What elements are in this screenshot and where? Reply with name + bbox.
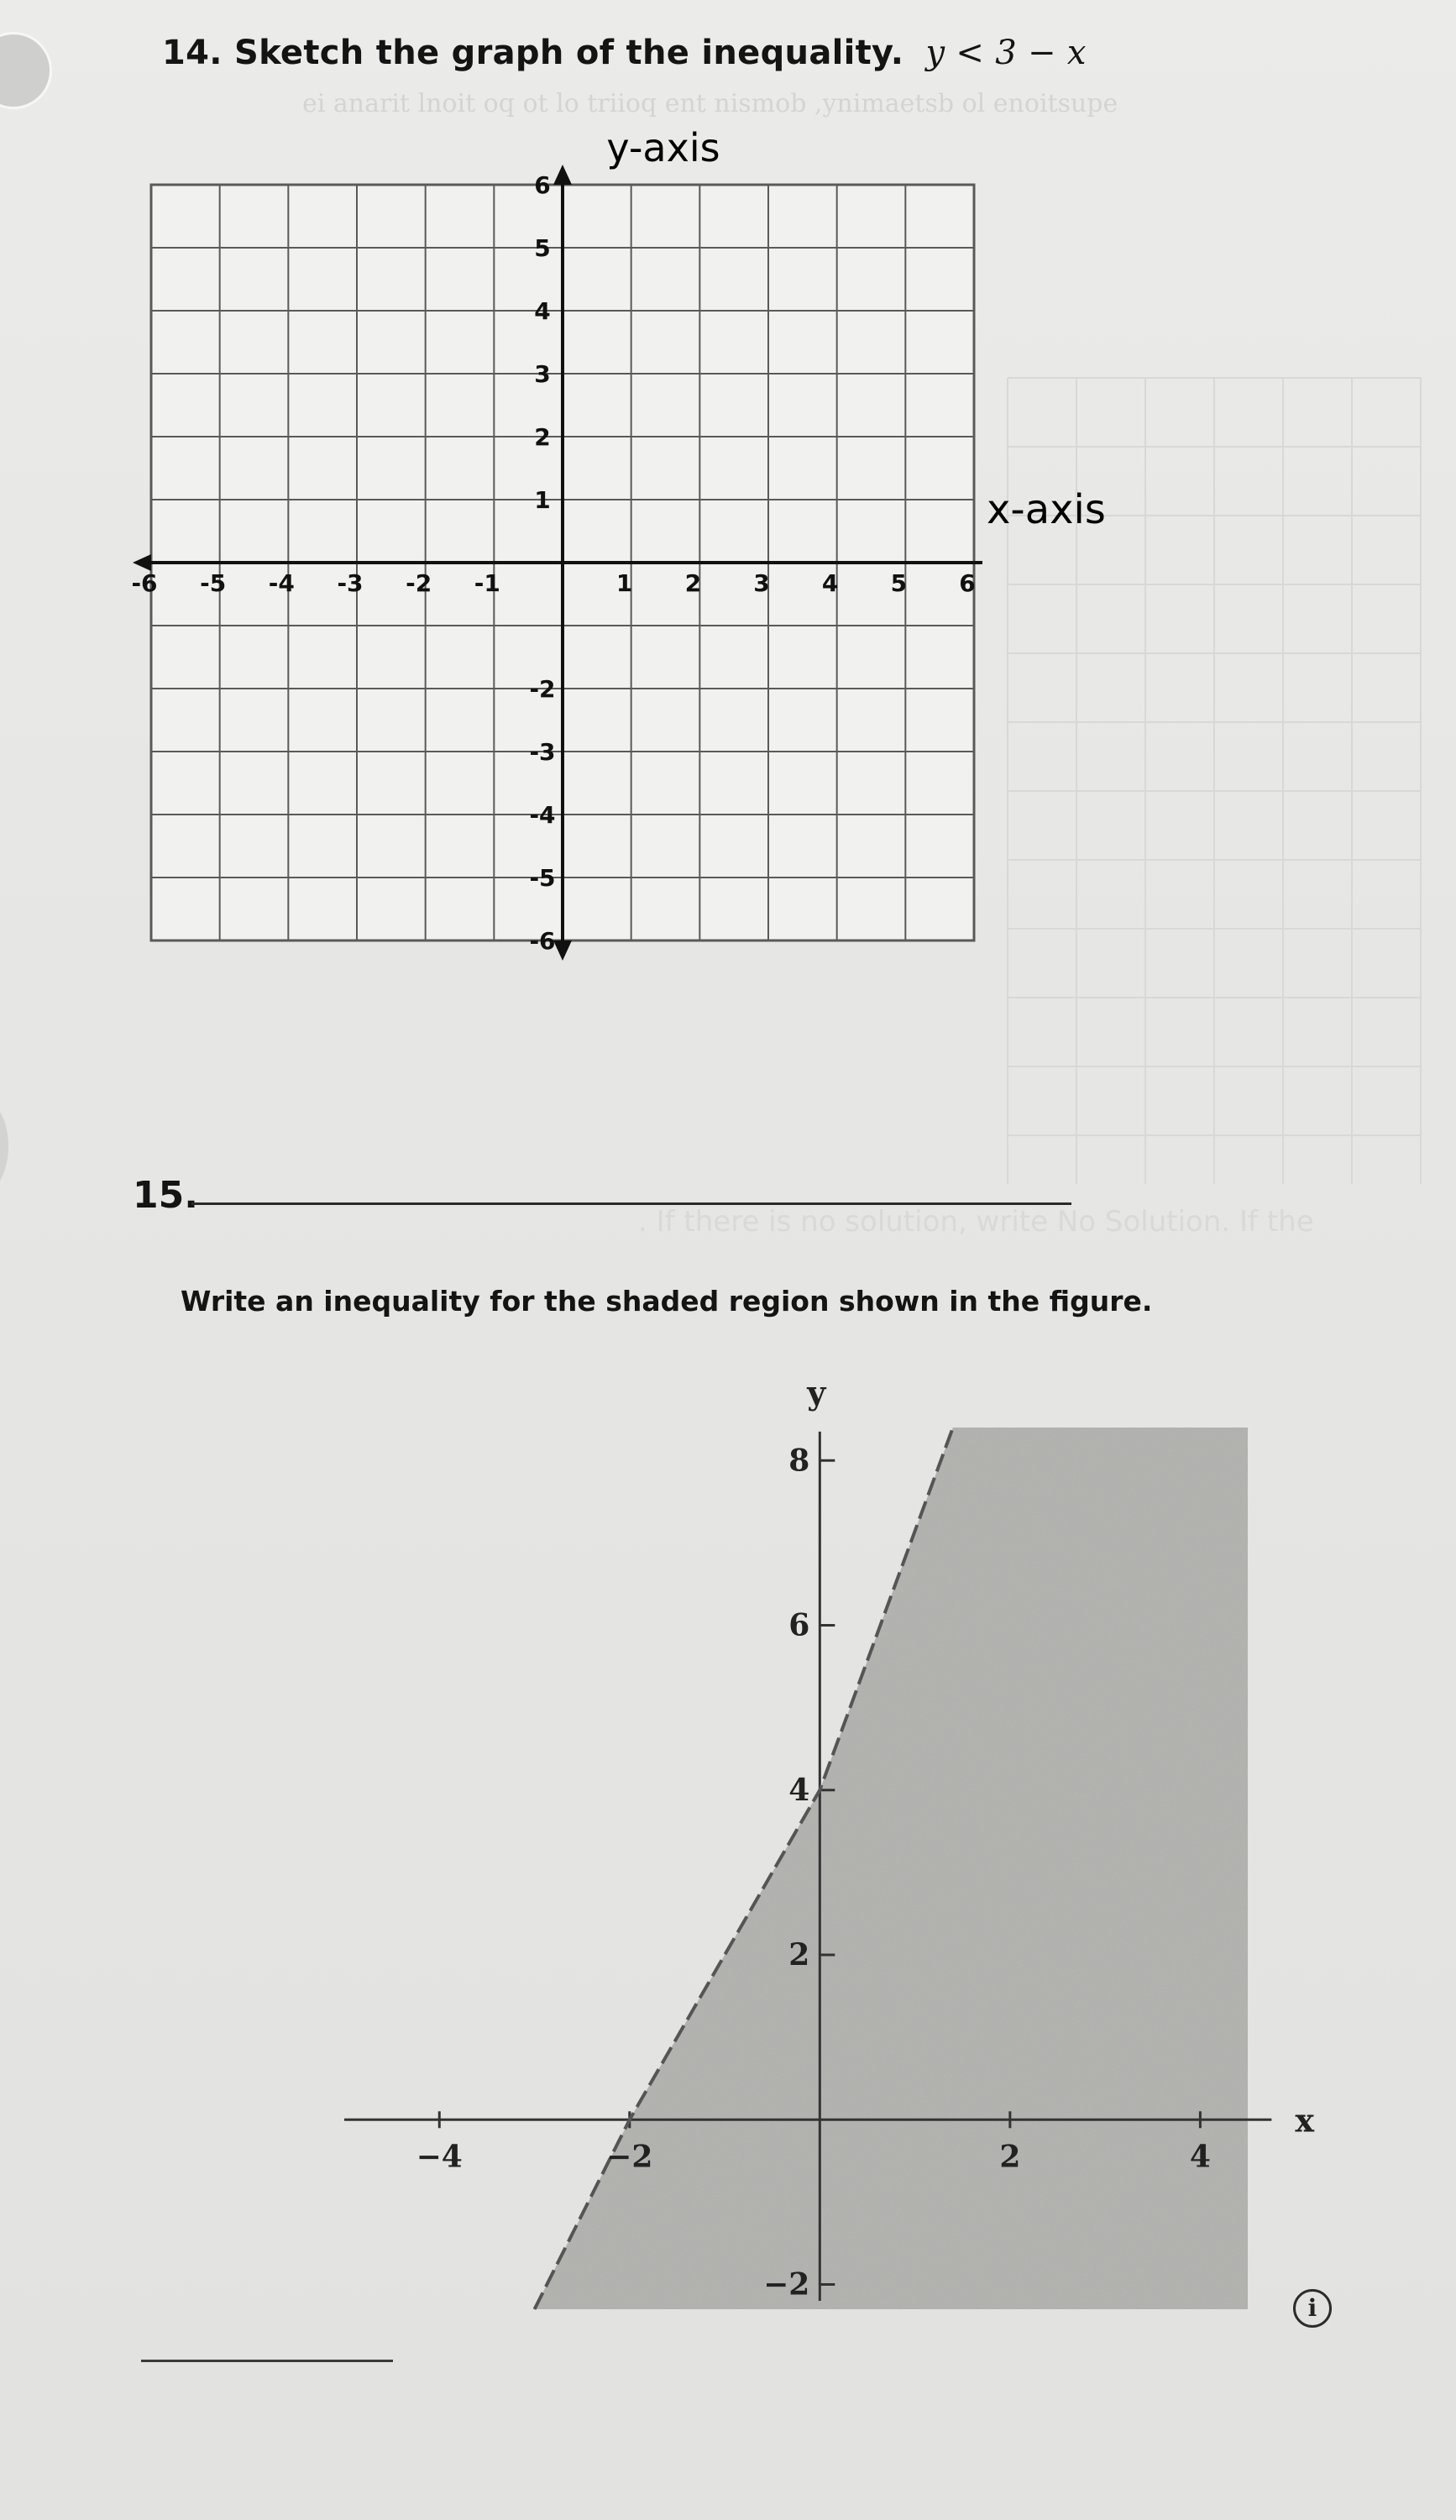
x-axis-arrow-left [133,554,151,571]
question-14-heading [162,34,1087,72]
y-tick-label: 2 [534,423,551,451]
question-14-prompt: Sketch the graph of the inequality. [234,34,904,72]
x-tick-label: -6 [131,569,158,597]
figure-y-tick-label: −2 [763,2266,810,2303]
x-tick-label: -2 [406,569,432,597]
question-15-number: 15. [133,1174,198,1217]
y-tick-label: -5 [529,864,556,892]
y-tick-label: 6 [534,171,551,199]
question-14-number: 14. [162,34,223,72]
y-tick-label: 3 [534,360,551,388]
shaded-region-layer [535,1428,1248,2309]
figure-y-tick-label: 6 [788,1607,810,1643]
x-axis-title: x-axis [987,486,1106,533]
bleed-through-text: ei anarit l‍noit oq ‍ot lo triioq ent nismob ,ynimaetsb ol enoitsupe [302,89,1118,118]
x-tick-label: -5 [200,569,227,597]
y-tick-label: 5 [534,234,551,262]
bleed-through-text-2: . If there is no solution, write No Solution. If the [638,1205,1314,1239]
question-15-prompt: Write an inequality for the shaded region shown in the figure. [181,1285,1153,1318]
x-tick-label: 6 [959,569,976,597]
x-tick-label: -4 [268,569,295,597]
y-tick-label: -2 [529,675,556,703]
y-axis-title: y-axis [606,125,720,170]
y-tick-label: -6 [529,927,556,955]
y-tick-label: 4 [534,297,551,325]
x-tick-label: 4 [821,569,839,597]
y-tick-label: 1 [534,486,551,514]
coordinate-grid-q14[interactable] [126,118,1159,957]
figure-y-axis-label: y [807,1374,826,1412]
figure-x-tick-label: −2 [606,2139,653,2175]
x-tick-label: 2 [684,569,702,597]
shaded-region [535,1428,1248,2309]
x-tick-label: -3 [337,569,364,597]
figure-y-tick-label: 8 [788,1443,810,1479]
question-15-answer-line[interactable] [191,1202,1071,1205]
figure-y-tick-label: 4 [788,1772,810,1808]
x-tick-label: -1 [474,569,500,597]
y-axis-arrow-up [553,165,572,185]
figure-x-tick-label: 2 [999,2139,1021,2175]
shaded-region-figure [319,1360,1314,2334]
x-tick-label: 1 [615,569,633,597]
x-tick-label: 5 [890,569,908,597]
figure-x-tick-label: −4 [416,2139,463,2175]
question-14-inequality: y < 3 − x [925,34,1087,72]
x-tick-label: 3 [753,569,770,597]
info-icon[interactable]: i [1293,2289,1332,2328]
y-tick-label: -3 [529,738,556,766]
figure-x-axis-label: x [1295,2101,1314,2140]
figure-y-tick-label: 2 [788,1937,810,1973]
figure-x-tick-label: 4 [1189,2139,1211,2175]
bottom-answer-line[interactable] [141,2360,393,2362]
y-tick-label: -4 [529,801,556,829]
